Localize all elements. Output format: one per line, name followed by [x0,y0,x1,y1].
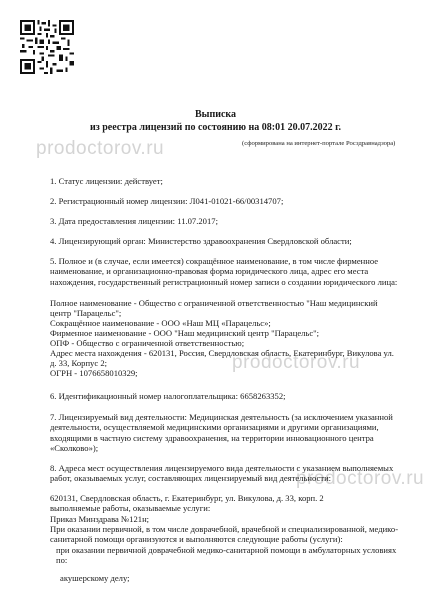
watermark: prodoctorov.ru [36,138,165,159]
qr-code [20,20,74,74]
licensing-authority: 4. Лицензирующий орган: Министерство здравоохранения Свердловской области; [50,236,352,246]
formed-note: (сформирована на интернет-портале Росздравнадзора) [242,140,396,147]
activity-address: 620131, Свердловская область, г. Екатеринбург, ул. Викулова, д. 33, корп. 2 [50,493,324,503]
issue-date: 3. Дата предоставления лицензии: 11.07.2017; [50,216,218,226]
taxpayer-id: 6. Идентификационный номер налогоплательщика: 6658263352; [50,391,286,401]
org-firm-name: Фирменное наименование - ООО "Наш медицинский центр "Парацельс"; [50,328,320,338]
org-address: Адрес места нахождения - 620131, Россия, Свердловская область, Екатеринбург, Викулова ул. д. 33, Корпус 2; [50,348,394,369]
order-reference: Приказ Минздрава №121н; [50,514,150,524]
registration-number: 2. Регистрационный номер лицензии: Л041-01021-66/00314707; [50,196,284,206]
activity-addresses-heading: 8. Адреса мест осуществления лицензируемого вида деятельности с указанием выполняемых работ, оказываемых услуг, составляющих лицензируемый вид деятельности: [50,463,394,484]
document-subtitle: из реестра лицензий по состоянию на 08:01 20.07.2022 г. [89,122,342,133]
document-title: Выписка [194,109,237,120]
organization-name-heading: 5. Полное и (в случае, если имеется) сокращённое наименование, в том числе фирменное наименование, и организационно-правовая форма юридического лица, адрес его места нахождения, государственный регистрационный номер записи о создании юридического лица: [50,256,398,287]
org-ogrn: ОГРН - 1076658010329; [50,368,138,378]
ambulatory-care: при оказании первичной доврачебной медико-санитарной помощи в амбулаторных условиях по: [56,545,397,566]
primary-care-works: При оказании первичной, в том числе доврачебной, врачебной и специализированной, медико-санитарной помощи организуются и выполняются следующие работы (услуги): [50,524,399,545]
watermark: prodoctorov.ru [232,352,361,373]
watermark: prodoctorov.ru [296,468,425,489]
works-label: выполняемые работы, оказываемые услуги: [50,503,211,513]
org-short-name: Сокращённое наименование - ООО «Наш МЦ «Парацельс»; [50,318,271,328]
org-full-name: Полное наименование - Общество с ограниченной ответственностью "Наш медицинский центр "Парацельс"; [50,298,378,319]
licensed-activity: 7. Лицензируемый вид деятельности: Медицинская деятельность (за исключением указанной деятельности, осуществляемой медицинскими организациями и другими организациями, входящими в частную систему здравоохранения, на территории инновационного центра «Сколково»); [50,412,393,454]
license-status: 1. Статус лицензии: действует; [50,176,163,186]
org-legal-form: ОПФ - Общество с ограниченной ответственностью; [50,338,245,348]
obstetric-item: акушерскому делу; [60,573,130,583]
